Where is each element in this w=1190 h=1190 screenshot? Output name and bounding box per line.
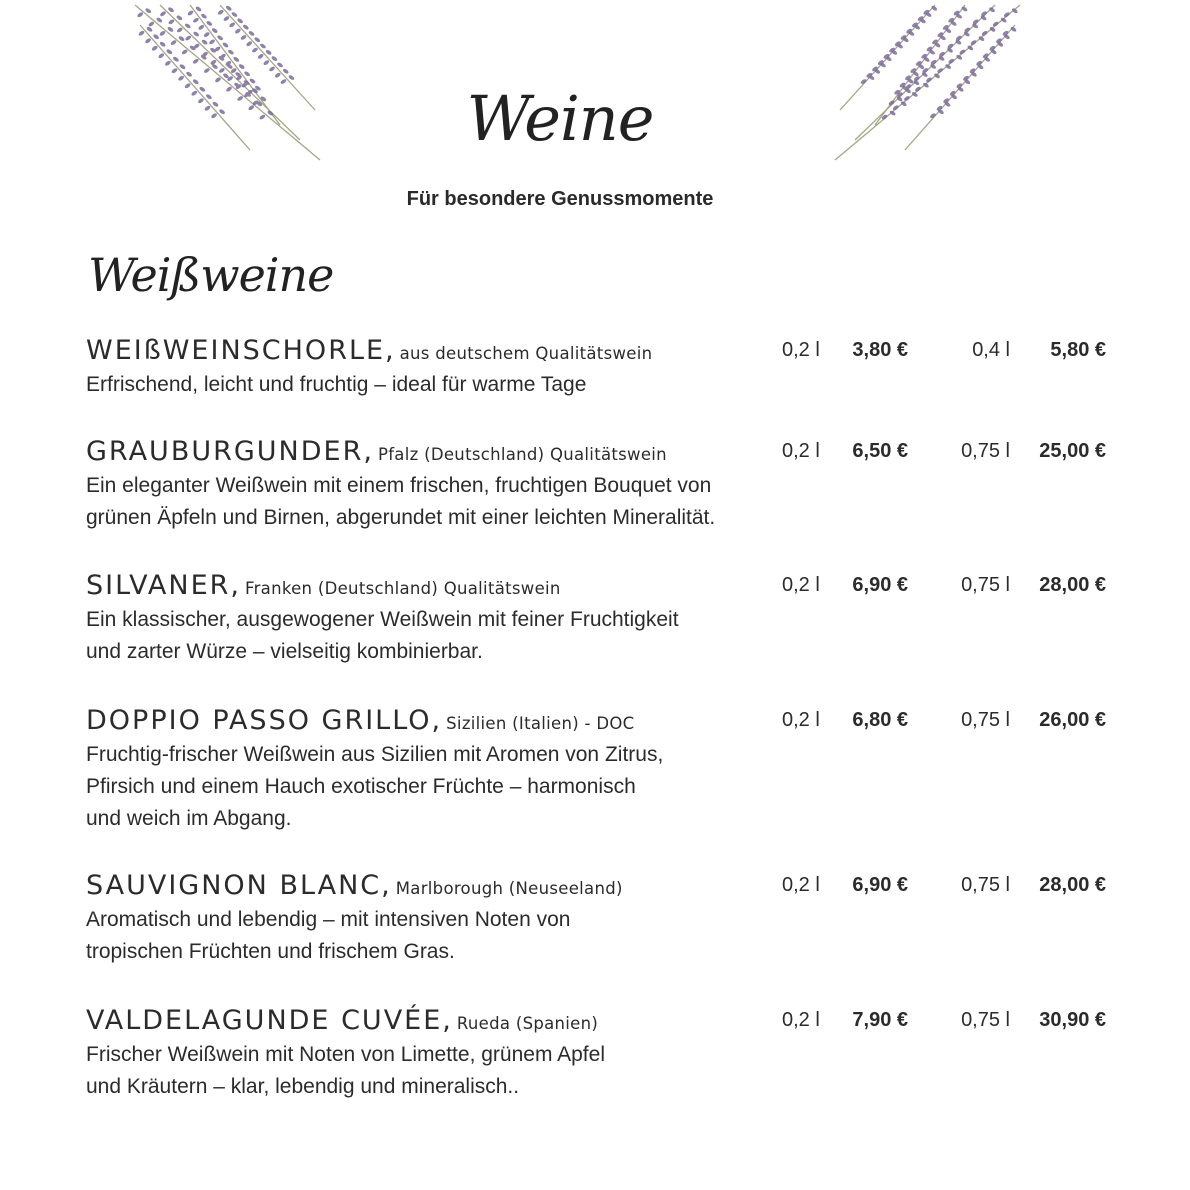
volume-large: 0,4 l	[972, 339, 1010, 361]
wine-description-line: und Kräutern – klar, lebendig und mineralisch..	[86, 1075, 520, 1098]
wine-description	[86, 739, 846, 835]
volume-large: 0,75 l	[961, 574, 1010, 596]
wine-origin: Marlborough (Neuseeland)	[395, 879, 623, 898]
price-small: 6,50 €	[852, 440, 908, 462]
wine-description-line: grünen Äpfeln und Birnen, abgerundet mit einer leichten Mineralität.	[86, 506, 716, 529]
volume-small: 0,2 l	[782, 339, 820, 361]
wine-name: GRAUBURGUNDER,	[86, 436, 374, 467]
price-small: 6,90 €	[852, 874, 908, 896]
volume-large: 0,75 l	[961, 709, 1010, 731]
wine-description-line: Pfirsich und einem Hauch exotischer Früchte – harmonisch	[86, 775, 636, 798]
wine-name: SAUVIGNON BLANC,	[86, 870, 392, 901]
wine-origin: aus deutschem Qualitätswein	[399, 344, 653, 363]
wine-description	[86, 904, 846, 968]
price-small: 6,80 €	[852, 709, 908, 731]
wine-description-line: Fruchtig-frischer Weißwein aus Sizilien mit Aromen von Zitrus,	[86, 743, 664, 766]
wine-name: SILVANER,	[86, 570, 241, 601]
wine-item	[86, 436, 1116, 534]
price-large: 5,80 €	[1050, 339, 1106, 361]
volume-small: 0,2 l	[782, 709, 820, 731]
page-title: Weine	[466, 82, 654, 155]
wine-header	[86, 335, 1116, 371]
volume-small: 0,2 l	[782, 874, 820, 896]
wine-item	[86, 1005, 1116, 1103]
wine-description-line: und zarter Würze – vielseitig kombinierbar.	[86, 640, 483, 663]
price-large: 26,00 €	[1039, 709, 1106, 731]
wine-origin: Pfalz (Deutschland) Qualitätswein	[377, 445, 667, 464]
volume-small: 0,2 l	[782, 440, 820, 462]
section-title: Weißweine	[88, 248, 334, 302]
price-large: 25,00 €	[1039, 440, 1106, 462]
wine-header	[86, 705, 1116, 741]
wine-item	[86, 335, 1116, 401]
price-large: 28,00 €	[1039, 574, 1106, 596]
wine-item	[86, 570, 1116, 668]
volume-small: 0,2 l	[782, 574, 820, 596]
wine-name: DOPPIO PASSO GRILLO,	[86, 705, 443, 736]
volume-large: 0,75 l	[961, 440, 1010, 462]
wine-description-line: Aromatisch und lebendig – mit intensiven Noten von	[86, 908, 571, 931]
wine-header	[86, 570, 1116, 606]
wine-description-line: Ein klassischer, ausgewogener Weißwein mit feiner Fruchtigkeit	[86, 608, 679, 631]
wine-description-line: Ein eleganter Weißwein mit einem frischen, fruchtigen Bouquet von	[86, 474, 712, 497]
wine-item	[86, 705, 1116, 835]
wine-description	[86, 369, 846, 401]
price-large: 30,90 €	[1039, 1009, 1106, 1031]
wine-origin: Rueda (Spanien)	[456, 1014, 599, 1033]
wine-item	[86, 870, 1116, 968]
wine-description-line: und weich im Abgang.	[86, 807, 292, 830]
wine-description	[86, 1039, 846, 1103]
price-large: 28,00 €	[1039, 874, 1106, 896]
wine-description-line: tropischen Früchten und frischem Gras.	[86, 940, 455, 963]
volume-small: 0,2 l	[782, 1009, 820, 1031]
price-small: 7,90 €	[852, 1009, 908, 1031]
wine-origin: Franken (Deutschland) Qualitätswein	[245, 579, 561, 598]
price-small: 6,90 €	[852, 574, 908, 596]
price-small: 3,80 €	[852, 339, 908, 361]
wine-header	[86, 436, 1116, 472]
wine-description	[86, 604, 846, 668]
volume-large: 0,75 l	[961, 874, 1010, 896]
wine-description-line: Frischer Weißwein mit Noten von Limette, grünem Apfel	[86, 1043, 605, 1066]
wine-description	[86, 470, 846, 534]
wine-name: VALDELAGUNDE CUVÉE,	[86, 1005, 453, 1036]
wine-origin: Sizilien (Italien) - DOC	[446, 714, 635, 733]
volume-large: 0,75 l	[961, 1009, 1010, 1031]
wine-name: WEIßWEINSCHORLE,	[86, 335, 396, 366]
page-subtitle: Für besondere Genussmomente	[406, 188, 714, 210]
wine-header	[86, 870, 1116, 906]
wine-header	[86, 1005, 1116, 1041]
wine-description-line: Erfrischend, leicht und fruchtig – ideal für warme Tage	[86, 373, 587, 396]
